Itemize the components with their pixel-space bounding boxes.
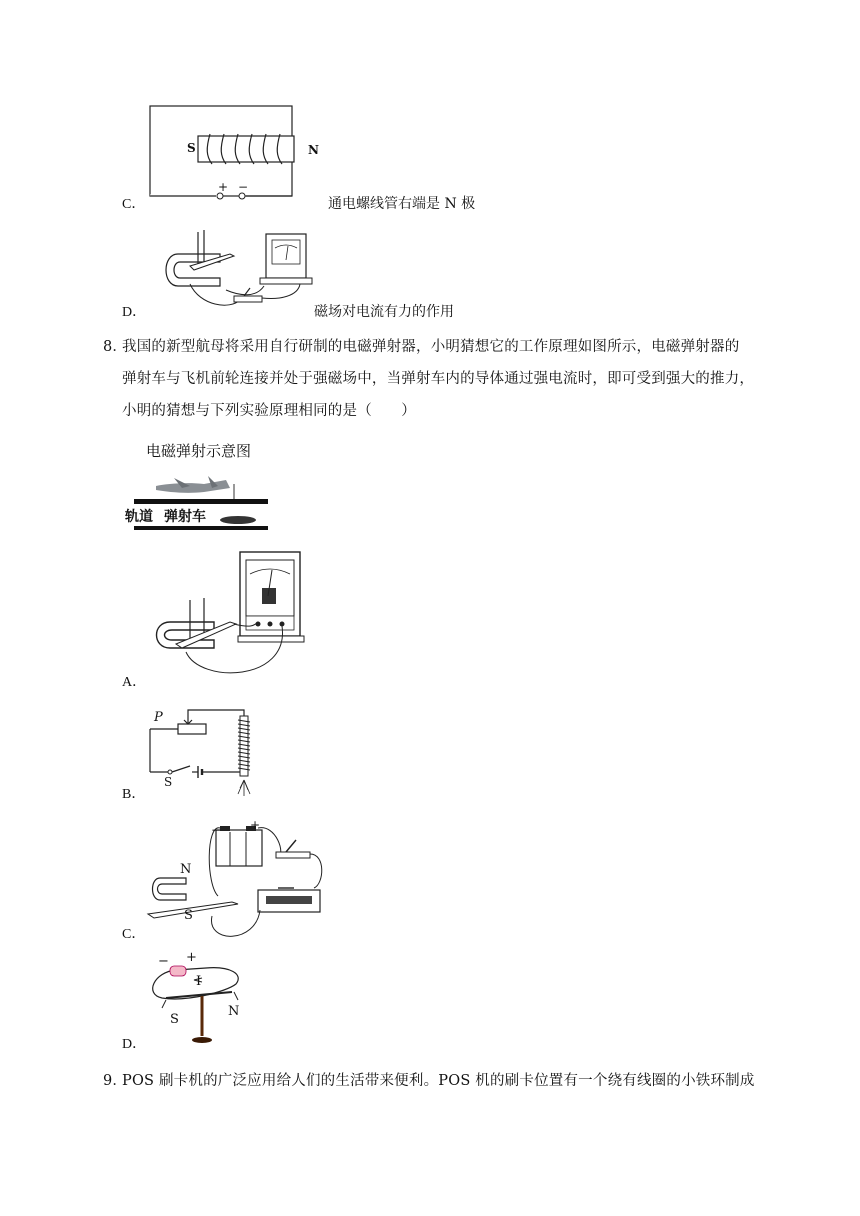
- battery-minus-label: −: [211, 823, 222, 837]
- switch-s-label: S: [164, 775, 173, 789]
- coil-n-label: N: [308, 143, 319, 157]
- q8-option-a-letter: A．: [122, 675, 147, 690]
- q9-text-line-1: POS 刷卡机的广泛应用给人们的生活带来便利。POS 机的刷卡位置有一个绕有线圈的小铁环制成: [122, 1073, 755, 1089]
- cell-plus-label: +: [186, 950, 197, 965]
- q8-option-c-letter: C．: [122, 927, 146, 942]
- q9-number: 9．: [103, 1073, 128, 1089]
- car-label: 弹射车: [164, 508, 206, 524]
- q7-option-c-letter: C．: [122, 197, 146, 212]
- magnet-ammeter-figure: [160, 226, 320, 310]
- option-a-figure: [150, 552, 310, 680]
- q8-option-b-letter: B．: [122, 787, 146, 802]
- q8-text-line-2: 弹射车与飞机前轮连接并处于强磁场中，当弹射车内的导体通过强电流时，即可受到强大的推力，: [122, 371, 755, 387]
- magnet-n-label: N: [180, 862, 192, 877]
- current-i-label: I: [196, 974, 202, 989]
- track-label: 轨道: [125, 508, 153, 524]
- coil-s-label: S: [187, 141, 196, 155]
- q8-option-d-letter: D．: [122, 1037, 147, 1052]
- q8-number: 8．: [103, 339, 128, 355]
- q8-text-line-3: 小明的猜想与下列实验原理相同的是（ ）: [122, 403, 416, 419]
- q8-text-line-1: 我国的新型航母将采用自行研制的电磁弹射器，小明猜想它的工作原理如图所示，电磁弹射器的: [122, 339, 740, 355]
- needle-s-label: S: [170, 1012, 179, 1027]
- q7-option-d-letter: D．: [122, 305, 147, 320]
- magnet-s-label: S: [184, 908, 193, 923]
- q7-option-d-caption: 磁场对电流有力的作用: [314, 304, 454, 320]
- battery-plus-label: +: [250, 818, 261, 832]
- cell-minus-label: −: [158, 954, 169, 969]
- rheostat-p-label: P: [154, 710, 163, 725]
- minus-terminal-label: −: [238, 180, 249, 194]
- option-c-figure: [146, 824, 336, 940]
- needle-n-label: N: [228, 1004, 240, 1019]
- q7-option-c-caption: 通电螺线管右端是 N 极: [328, 196, 476, 212]
- plus-terminal-label: +: [218, 180, 229, 194]
- catapult-figure-title: 电磁弹射示意图: [146, 443, 252, 460]
